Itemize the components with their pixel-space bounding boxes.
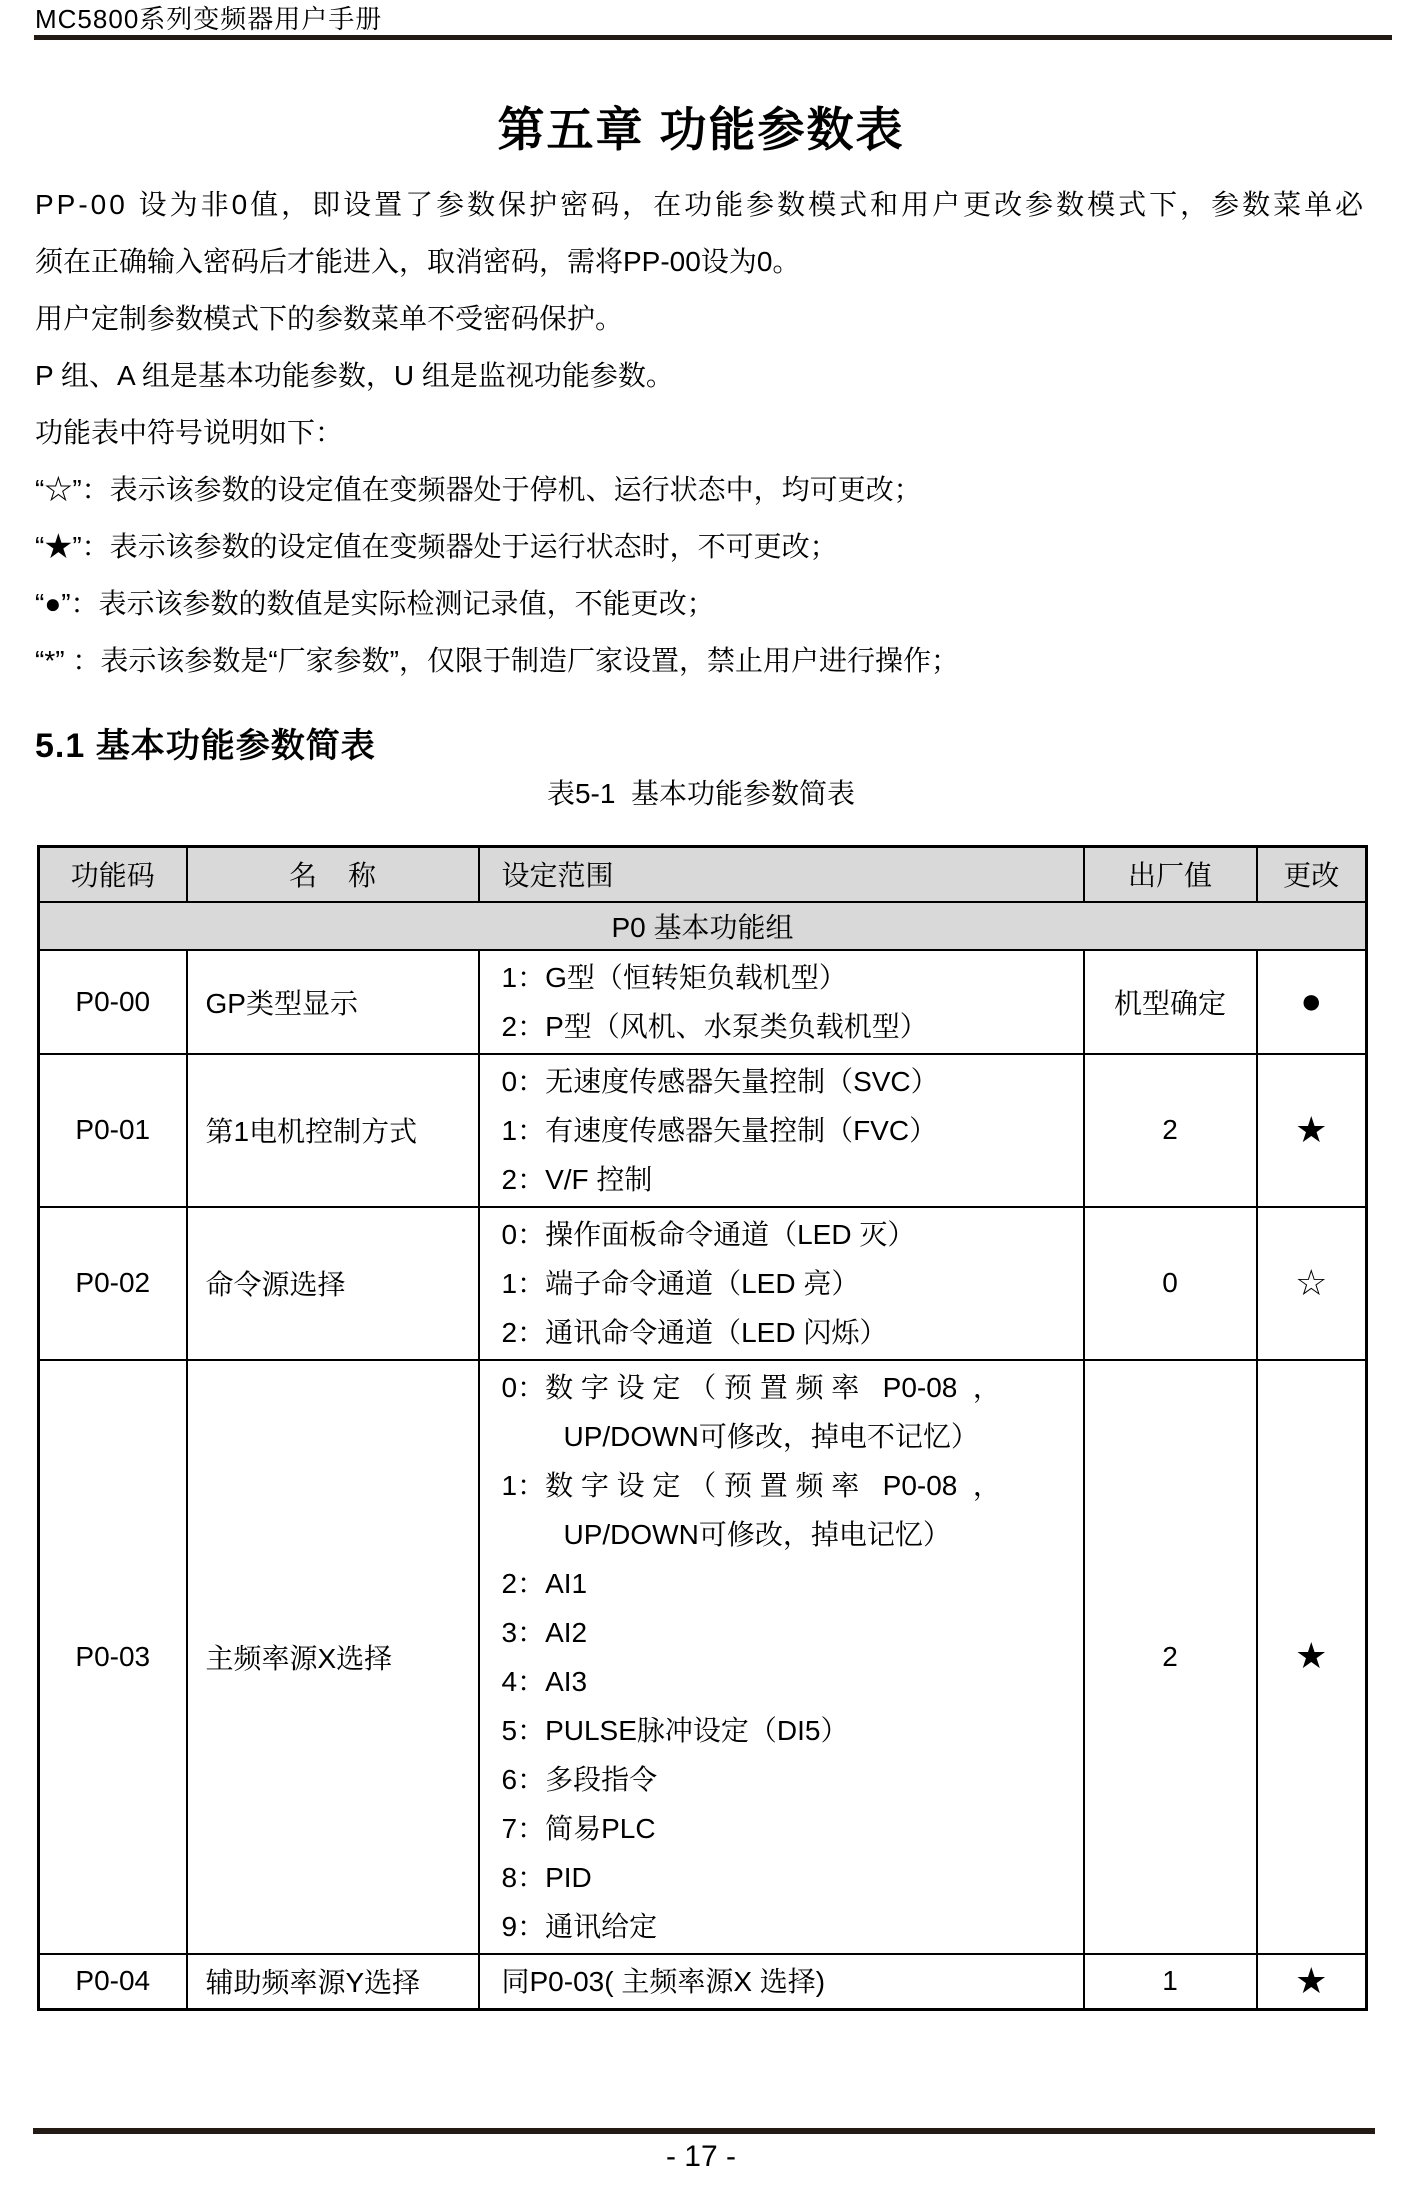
paragraph-line: 用户定制参数模式下的参数菜单不受密码保护。 xyxy=(35,303,624,334)
group-header-row-p0 xyxy=(39,902,1367,950)
paragraph-line: PP-00 设为非0值，即设置了参数保护密码，在功能参数模式和用户更改参数模式下，参数菜单必 xyxy=(35,189,1367,220)
group-header-cell: P0 基本功能组 xyxy=(39,902,1367,950)
range-option-line: 4：AI3 xyxy=(501,1665,588,1697)
cell-factory-default: 2 xyxy=(1084,1054,1257,1207)
range-option-line: UP/DOWN可修改，掉电不记忆） xyxy=(563,1420,979,1452)
symbol-note-asterisk: “*” ：表示该参数是“厂家参数”，仅限于制造厂家设置，禁止用户进行操作； xyxy=(35,645,959,676)
footer-rule xyxy=(33,2128,1375,2134)
col-header-setting-range: 设定范围 xyxy=(479,847,1084,902)
table-row-p0-01 xyxy=(39,1054,1367,1207)
range-option-line: 0：操作面板命令通道（LED 灭） xyxy=(501,1218,916,1250)
open-star-icon: ☆ xyxy=(1295,1261,1328,1303)
header-rule xyxy=(34,35,1392,40)
symbol-note-circle: “●”：表示该参数的数值是实际检测记录值，不能更改； xyxy=(35,588,715,619)
range-option-line: 0：数 字 设 定 （ 预 置 频 率 P0-08 ， xyxy=(501,1371,1001,1403)
paragraph-line: P 组、A 组是基本功能参数，U 组是监视功能参数。 xyxy=(35,360,674,391)
section-heading: 5.1 基本功能参数简表 xyxy=(35,727,376,766)
cell-function-code: P0-03 xyxy=(39,1360,187,1954)
cell-factory-default: 0 xyxy=(1084,1207,1257,1360)
range-option-line: 1：有速度传感器矢量控制（FVC） xyxy=(501,1114,938,1146)
col-header-name: 名 称 xyxy=(187,847,479,902)
range-option-line: 2：V/F 控制 xyxy=(501,1163,653,1195)
range-option-line: 5：PULSE脉冲设定（DI5） xyxy=(501,1714,849,1746)
cell-function-code: P0-04 xyxy=(39,1954,187,2010)
table-row-p0-04 xyxy=(39,1954,1367,2010)
col-header-factory-default: 出厂值 xyxy=(1084,847,1257,902)
range-option-line: 2：通讯命令通道（LED 闪烁） xyxy=(501,1316,888,1348)
manual-header-title: MC5800系列变频器用户手册 xyxy=(35,4,383,34)
filled-star-icon: ★ xyxy=(1295,1959,1328,2001)
cell-name: 辅助频率源Y选择 xyxy=(187,1954,479,2010)
parameter-table xyxy=(37,845,1368,2011)
cell-change xyxy=(1257,1054,1367,1207)
range-option-line: 3：AI2 xyxy=(501,1616,588,1648)
cell-setting-range xyxy=(479,1054,1084,1207)
cell-change xyxy=(1257,1954,1367,2010)
cell-name: 主频率源X选择 xyxy=(187,1360,479,1954)
filled-circle-icon: ● xyxy=(1300,980,1323,1021)
cell-factory-default: 1 xyxy=(1084,1954,1257,2010)
range-option-line: 2：P型（风机、水泵类负载机型） xyxy=(501,1010,928,1042)
range-option-line: 9：通讯给定 xyxy=(501,1910,658,1942)
cell-setting-range xyxy=(479,1360,1084,1954)
range-option-line: 1：数 字 设 定 （ 预 置 频 率 P0-08 ， xyxy=(501,1469,1001,1501)
range-option-line: 6：多段指令 xyxy=(501,1763,658,1795)
cell-function-code: P0-02 xyxy=(39,1207,187,1360)
cell-function-code: P0-00 xyxy=(39,950,187,1054)
range-option-line: 7：简易PLC xyxy=(501,1812,656,1844)
cell-name: GP类型显示 xyxy=(187,950,479,1054)
symbol-note-star-filled: “★”：表示该参数的设定值在变频器处于运行状态时，不可更改； xyxy=(35,531,838,562)
table-caption: 表5-1 基本功能参数简表 xyxy=(546,778,856,809)
filled-star-icon: ★ xyxy=(1295,1635,1328,1676)
cell-name: 命令源选择 xyxy=(187,1207,479,1360)
range-option-line: UP/DOWN可修改，掉电记忆） xyxy=(563,1518,951,1550)
range-option-line: 0：无速度传感器矢量控制（SVC） xyxy=(501,1065,939,1097)
cell-setting-range xyxy=(479,1954,1084,2010)
symbol-note-star-open: “☆”：表示该参数的设定值在变频器处于停机、运行状态中，均可更改； xyxy=(35,474,922,505)
table-row-p0-02 xyxy=(39,1207,1367,1360)
page-number: - 17 - xyxy=(665,2140,737,2173)
range-option-line: 同P0-03( 主频率源X 选择) xyxy=(501,1965,826,1997)
range-option-line: 8：PID xyxy=(501,1861,592,1893)
intro-text-block xyxy=(35,176,1369,689)
range-option-line: 1：G型（恒转矩负载机型） xyxy=(501,961,847,993)
range-option-line: 1：端子命令通道（LED 亮） xyxy=(501,1267,860,1299)
cell-change xyxy=(1257,950,1367,1054)
cell-function-code: P0-01 xyxy=(39,1054,187,1207)
cell-change xyxy=(1257,1207,1367,1360)
cell-name: 第1电机控制方式 xyxy=(187,1054,479,1207)
paragraph-line: 须在正确输入密码后才能进入，取消密码，需将PP-00设为0。 xyxy=(35,246,801,277)
paragraph-line: 功能表中符号说明如下： xyxy=(35,417,344,448)
cell-change xyxy=(1257,1360,1367,1954)
range-option-line: 2：AI1 xyxy=(501,1567,588,1599)
table-header-row xyxy=(39,847,1367,902)
table-row-p0-03 xyxy=(39,1360,1367,1954)
filled-star-icon: ★ xyxy=(1295,1108,1328,1150)
col-header-change: 更改 xyxy=(1257,847,1367,902)
cell-factory-default: 2 xyxy=(1084,1360,1257,1954)
table-row-p0-00 xyxy=(39,950,1367,1054)
col-header-function-code: 功能码 xyxy=(39,847,187,902)
cell-factory-default: 机型确定 xyxy=(1084,950,1257,1054)
chapter-title: 第五章 功能参数表 xyxy=(497,103,905,157)
cell-setting-range xyxy=(479,950,1084,1054)
cell-setting-range xyxy=(479,1207,1084,1360)
